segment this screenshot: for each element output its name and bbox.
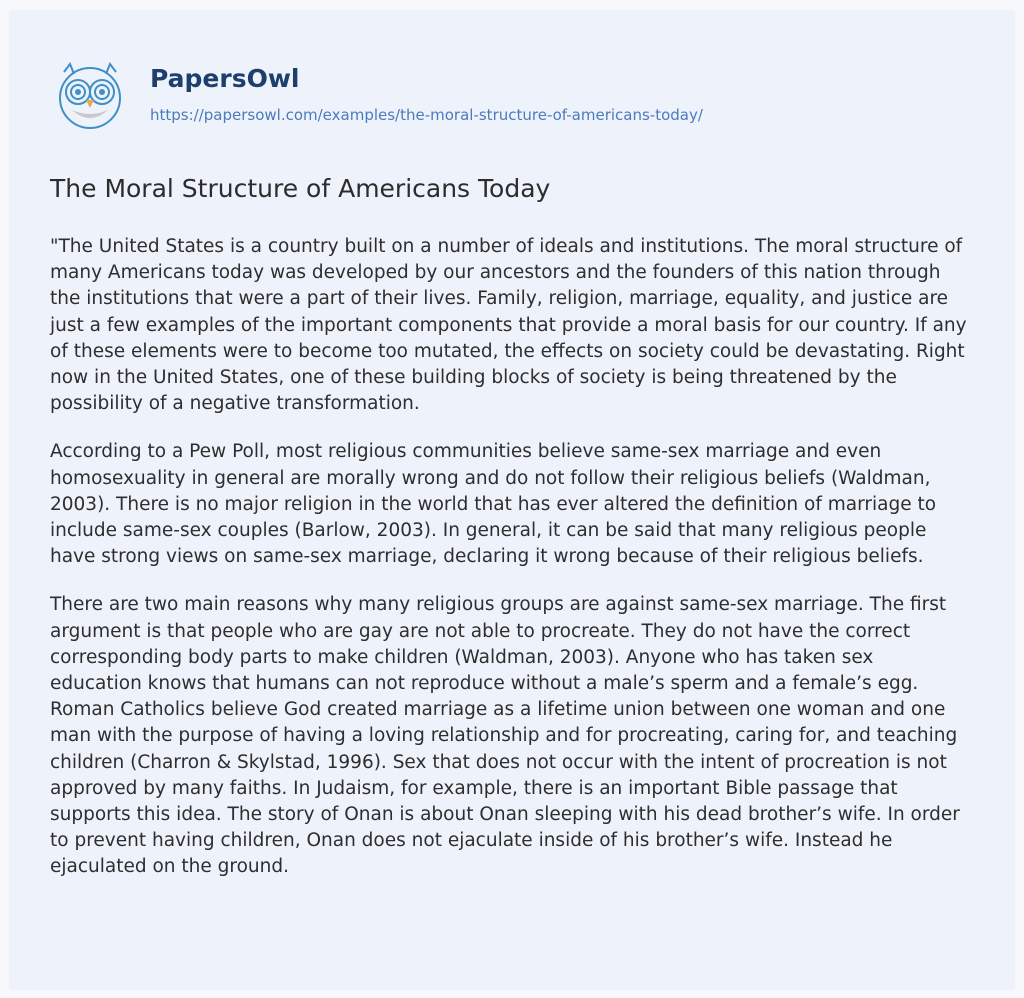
site-header <box>50 60 950 130</box>
brand-name[interactable]: PapersOwl <box>150 64 300 93</box>
page-title: The Moral Structure of Americans Today <box>50 174 551 203</box>
article-body <box>50 234 968 903</box>
paragraph: According to a Pew Poll, most religious communities believe same-sex marriage and even homosexuality in general are morally wrong and do not follow their religious beliefs (Waldman, 2003). There is no major religion in the world that has ever altered the definition of marriage to include same-sex couples (Barlow, 2003). In general, it can be said that many religious people have strong views on same-sex marriage, declaring it wrong because of their religious beliefs. <box>50 441 937 568</box>
owl-logo-icon <box>50 60 130 130</box>
page-url[interactable]: https://papersowl.com/examples/the-moral-structure-of-americans-today/ <box>150 106 703 124</box>
paragraph: There are two main reasons why many religious groups are against same-sex marriage. The first argument is that people who are gay are not able to procreate. They do not have the correct corresponding body parts to make children (Waldman, 2003). Anyone who has taken sex education knows that humans can not reproduce without a male’s sperm and a female’s egg. Roman Catholics believe God created marriage as a lifetime union between one woman and one man with the purpose of having a loving relationship and for procreating, caring for, and teaching children (Charron & Skylstad, 1996). Sex that does not occur with the intent of procreation is not approved by many faiths. In Judaism, for example, there is an important Bible passage that supports this idea. The story of Onan is about Onan sleeping with his dead brother’s wife. In order to prevent having children, Onan does not ejaculate inside of his brother’s wife. Instead he ejaculated on the ground. <box>50 594 960 878</box>
paragraph: "The United States is a country built on a number of ideals and institutions. The moral structure of many Americans today was developed by our ancestors and the founders of this nation through the institutions that were a part of their lives. Family, religion, marriage, equality, and justice are just a few examples of the important components that provide a moral basis for our country. If any of these elements were to become too mutated, the effects on society could be devastating. Right now in the United States, one of these building blocks of society is being threatened by the possibility of a negative transformation. <box>50 236 967 415</box>
